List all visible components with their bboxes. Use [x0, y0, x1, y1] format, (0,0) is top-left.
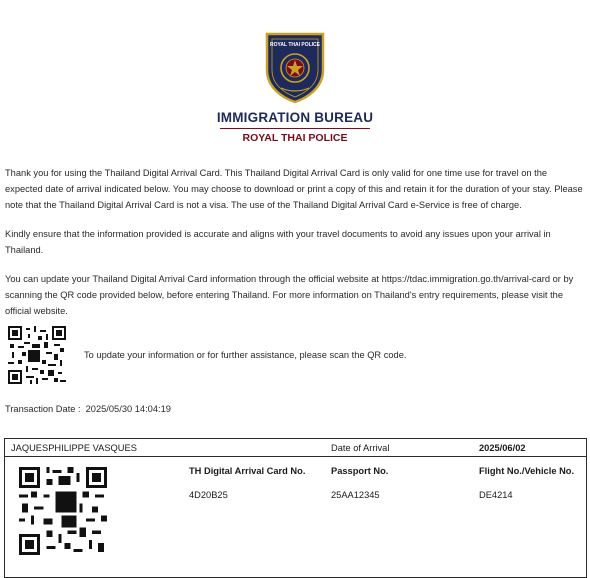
header — [0, 30, 590, 144]
transaction-date-label: Transaction Date : — [5, 404, 81, 414]
org-title: IMMIGRATION BUREAU — [216, 110, 374, 125]
passport-number-value: 25AA12345 — [331, 490, 380, 500]
passport-number-label: Passport No. — [331, 466, 389, 476]
qr-instruction: To update your information or for further assistance, please scan the QR code. — [84, 350, 407, 360]
royal-thai-police-badge-icon — [263, 30, 327, 104]
card-divider — [5, 456, 586, 457]
arrival-card-qr-icon — [19, 467, 107, 555]
transaction-date — [5, 404, 171, 414]
transaction-date-value: 2025/05/30 14:04:19 — [85, 404, 171, 414]
org-subtitle: ROYAL THAI POLICE — [242, 132, 348, 144]
update-paragraph: You can update your Thailand Digital Arrival Card information through the official website at https://tdac.immigration.go.th/arrival-card or by scanning the QR code provided below, before entering Thailand. For more information on Thailand's entry requirements, please visit the official website. — [5, 274, 574, 316]
accuracy-paragraph: Kindly ensure that the information provided is accurate and aligns with your travel documents to avoid any issues upon your arrival in Thailand. — [5, 229, 551, 255]
traveler-name: JAQUESPHILIPPE VASQUES — [11, 443, 137, 453]
date-of-arrival-label: Date of Arrival — [331, 443, 390, 453]
tdac-number-label: TH Digital Arrival Card No. — [189, 466, 306, 476]
badge-text: ROYAL THAI POLICE — [269, 42, 321, 48]
qr-code-icon[interactable] — [8, 326, 66, 384]
title-divider — [220, 128, 370, 129]
flight-number-value: DE4214 — [479, 490, 513, 500]
date-of-arrival-value: 2025/06/02 — [479, 443, 526, 453]
intro-paragraph: Thank you for using the Thailand Digital Arrival Card. This Thailand Digital Arrival Card is only valid for one time use for travel on the expected date of arrival indicated below. You may choose to download or print a copy of this and retain it for the duration of your stay. Please note that the Thailand Digital Arrival Card is not a visa. The use of the Thailand Digital Arrival Card e-Service is free of charge. — [5, 168, 583, 210]
arrival-card-details — [4, 438, 587, 578]
tdac-number-value: 4D20B25 — [189, 490, 228, 500]
flight-number-label: Flight No./Vehicle No. — [479, 466, 575, 476]
